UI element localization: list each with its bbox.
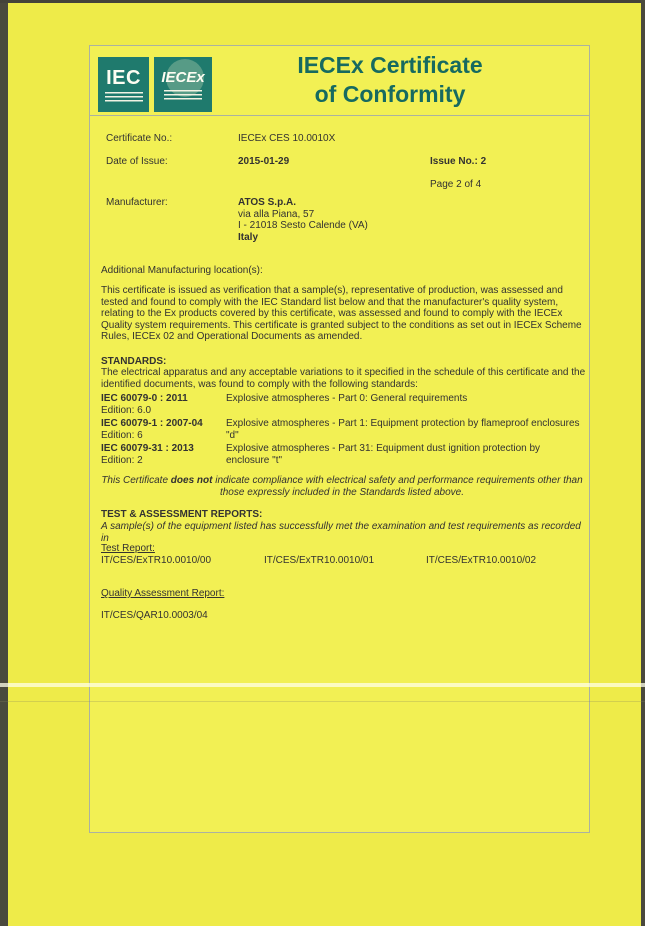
standard-row — [101, 443, 581, 466]
standard-description: Explosive atmospheres - Part 0: General requirements — [226, 393, 468, 404]
certificate-paper — [89, 45, 590, 833]
manufacturer-address2: I - 21018 Sesto Calende (VA) — [238, 220, 368, 231]
standard-code-block — [101, 393, 226, 416]
iec-logo-icon — [98, 57, 149, 112]
certificate-title — [230, 51, 550, 109]
iecex-logo-icon — [154, 57, 212, 112]
iecex-logo-lines — [164, 90, 202, 100]
iec-logo-lines — [105, 92, 143, 102]
certificate-header — [90, 46, 589, 116]
certificate-no-label: Certificate No.: — [106, 133, 173, 144]
standard-description: Explosive atmospheres - Part 1: Equipment protection by flameproof enclosures "d" — [226, 418, 580, 441]
quality-assessment-report-value: IT/CES/QAR10.0003/04 — [101, 610, 208, 621]
logo-group — [98, 57, 212, 112]
manufacturer-name: ATOS S.p.A. — [238, 197, 296, 208]
standard-row — [101, 393, 581, 416]
test-report-number: IT/CES/ExTR10.0010/00 — [101, 555, 212, 566]
standard-code: IEC 60079-31 : 2013 — [101, 443, 194, 454]
manufacturer-block — [238, 197, 368, 243]
test-report-label: Test Report: — [101, 543, 155, 554]
disclaimer-note — [100, 475, 584, 498]
scan-edge-left — [0, 0, 8, 926]
disclaimer-bold: does not — [170, 475, 213, 486]
standard-code-block — [101, 418, 226, 441]
test-report-number: IT/CES/ExTR10.0010/02 — [426, 555, 537, 566]
reports-heading: TEST & ASSESSMENT REPORTS: — [101, 509, 263, 520]
disclaimer-pre: This Certificate — [101, 475, 171, 486]
standard-edition: Edition: 6 — [101, 429, 143, 441]
additional-locations-label: Additional Manufacturing location(s): — [101, 265, 263, 276]
scan-edge-top — [0, 0, 645, 3]
scan-edge-right — [641, 0, 645, 926]
reports-intro: A sample(s) of the equipment listed has successfully met the examination and test requirements as recorded in — [101, 521, 581, 544]
standard-code-block — [101, 443, 226, 466]
certification-paragraph: This certificate is issued as verification that a sample(s), representative of production, was assessed and tested and found to comply with the IEC Standard list below and that the manufacturer's quality system, relating to the Ex products covered by this certificate, was assessed and found to comply with the IECEx Quality system requirements. This certificate is granted subject to the conditions as set out in IECEx Scheme Rules, IECEx 02 and Operational Documents as amended. — [101, 285, 582, 343]
disclaimer-post: indicate compliance with electrical safety and performance requirements other than those expressly included in the Standards listed above. — [212, 475, 583, 498]
standard-code: IEC 60079-0 : 2011 — [101, 393, 188, 404]
standards-intro: The electrical apparatus and any acceptable variations to it specified in the schedule of this certificate and the identified documents, was found to comply with the following standards: — [101, 367, 586, 390]
standard-edition: Edition: 2 — [101, 454, 143, 466]
manufacturer-country: Italy — [238, 231, 259, 243]
quality-assessment-report-label: Quality Assessment Report: — [101, 588, 225, 599]
page-number: Page 2 of 4 — [430, 179, 482, 190]
test-report-number: IT/CES/ExTR10.0010/01 — [264, 555, 375, 566]
iec-logo-text: IEC — [106, 66, 141, 89]
scan-fold-line — [0, 701, 645, 702]
iecex-logo-text: IECEx — [161, 68, 205, 86]
manufacturer-label: Manufacturer: — [106, 197, 168, 208]
standard-edition: Edition: 6.0 — [101, 404, 152, 416]
issue-no: Issue No.: 2 — [430, 156, 487, 167]
scan-fold-line — [0, 683, 645, 687]
manufacturer-address1: via alla Piana, 57 — [238, 208, 315, 220]
standard-description: Explosive atmospheres - Part 31: Equipment dust ignition protection by enclosure "t" — [226, 443, 541, 466]
standards-heading: STANDARDS: — [101, 356, 167, 367]
certificate-title-line2: of Conformity — [314, 81, 466, 107]
date-of-issue-label: Date of Issue: — [106, 156, 168, 167]
date-of-issue-value: 2015-01-29 — [238, 156, 290, 167]
standard-code: IEC 60079-1 : 2007-04 — [101, 418, 203, 429]
certificate-title-line1: IECEx Certificate — [297, 52, 483, 78]
certificate-no-value: IECEx CES 10.0010X — [238, 133, 336, 144]
standard-row — [101, 418, 581, 441]
